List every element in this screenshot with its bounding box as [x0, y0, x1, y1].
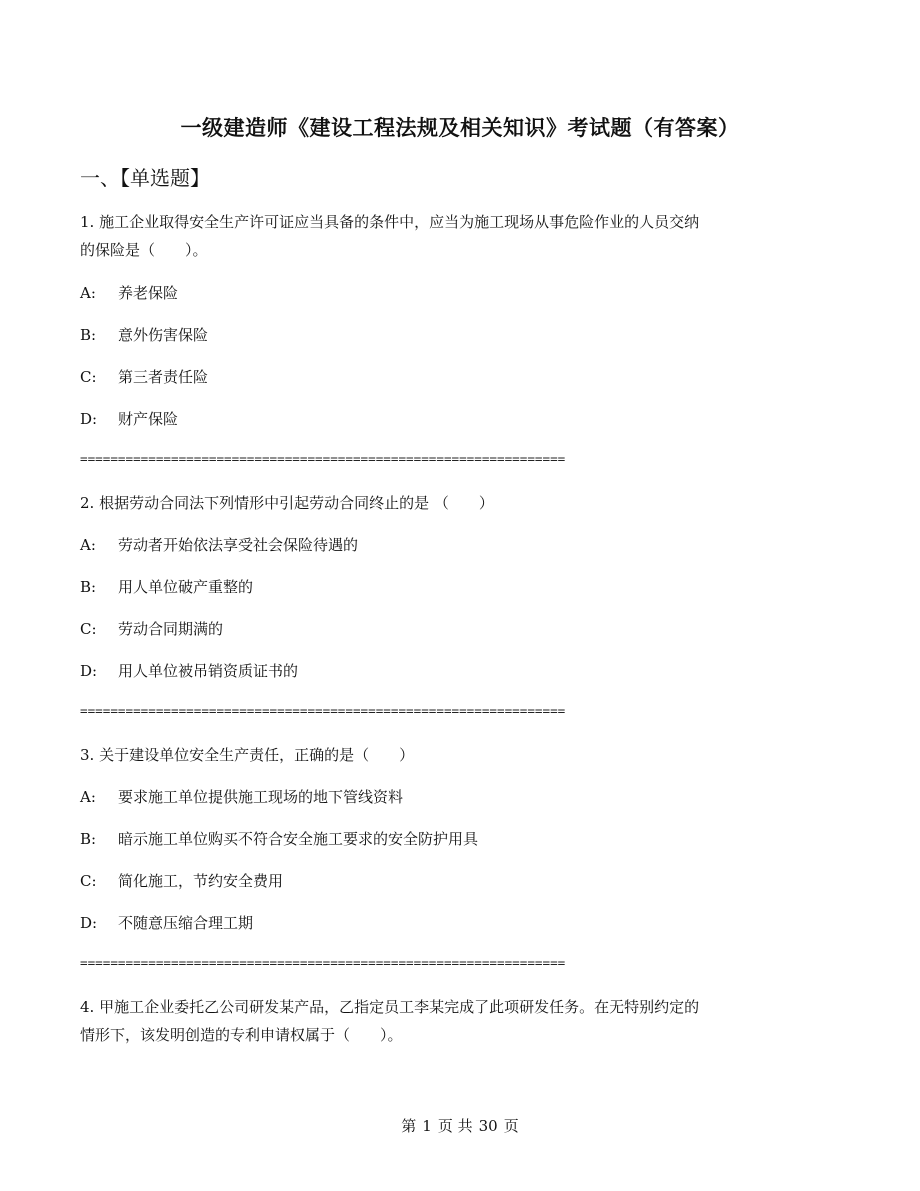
question-1-option-d: [80, 408, 178, 429]
option-text: 意外伤害保险: [118, 326, 209, 344]
question-4-stem-line-1: 4. 甲施工企业委托乙公司研发某产品，乙指定员工李某完成了此项研发任务。在无特别约定的: [80, 998, 700, 1016]
question-2-stem-line-1: 2. 根据劳动合同法下列情形中引起劳动合同终止的是 （ ）: [80, 494, 494, 512]
divider-2: ================================================================: [80, 703, 566, 718]
question-3-option-b: [80, 828, 478, 849]
footer-prefix: 第: [401, 1117, 417, 1135]
divider-1: ================================================================: [80, 451, 566, 466]
footer-middle: 页 共: [437, 1117, 473, 1135]
question-2-option-d: [80, 660, 298, 681]
option-text: 简化施工，节约安全费用: [118, 872, 284, 890]
option-letter: B:: [80, 578, 97, 596]
question-1-stem-line-2: 的保险是（ ）。: [80, 241, 208, 259]
page-footer: [0, 1115, 920, 1136]
option-letter: C:: [80, 620, 97, 638]
option-letter: D:: [80, 662, 98, 680]
option-text: 第三者责任险: [118, 368, 209, 386]
question-2-option-c: [80, 618, 223, 639]
question-3-option-d: [80, 912, 253, 933]
footer-total-pages: 30: [478, 1117, 498, 1135]
option-letter: A:: [80, 284, 96, 302]
option-letter: B:: [80, 326, 97, 344]
option-text: 财产保险: [118, 410, 179, 428]
question-1-stem-line-1: 1. 施工企业取得安全生产许可证应当具备的条件中，应当为施工现场从事危险作业的人员交纳: [80, 213, 700, 231]
footer-suffix: 页: [503, 1117, 519, 1135]
question-3-stem-line-1: 3. 关于建设单位安全生产责任，正确的是（ ）: [80, 746, 415, 764]
question-1-option-b: [80, 324, 208, 345]
option-letter: C:: [80, 368, 97, 386]
option-text: 暗示施工单位购买不符合安全施工要求的安全防护用具: [118, 830, 479, 848]
question-3-option-a: [80, 786, 403, 807]
option-letter: D:: [80, 410, 98, 428]
option-text: 用人单位被吊销资质证书的: [118, 662, 299, 680]
option-text: 用人单位破产重整的: [118, 578, 254, 596]
option-text: 养老保险: [118, 284, 179, 302]
option-letter: A:: [80, 788, 96, 806]
document-title: 一级建造师《建设工程法规及相关知识》考试题（有答案）: [180, 115, 740, 140]
footer-page-number: 1: [422, 1117, 432, 1135]
option-letter: C:: [80, 872, 97, 890]
option-letter: B:: [80, 830, 97, 848]
question-1-option-c: [80, 366, 208, 387]
option-letter: A:: [80, 536, 96, 554]
question-1-option-a: [80, 282, 178, 303]
option-letter: D:: [80, 914, 98, 932]
option-text: 劳动合同期满的: [118, 620, 224, 638]
question-2-option-a: [80, 534, 358, 555]
section-heading: 一、【单选题】: [80, 166, 210, 190]
option-text: 要求施工单位提供施工现场的地下管线资料: [118, 788, 404, 806]
divider-3: ================================================================: [80, 955, 566, 970]
question-4-stem-line-2: 情形下，该发明创造的专利申请权属于（ ）。: [80, 1026, 403, 1044]
option-text: 不随意压缩合理工期: [118, 914, 254, 932]
option-text: 劳动者开始依法享受社会保险待遇的: [118, 536, 359, 554]
question-2-option-b: [80, 576, 253, 597]
question-3-option-c: [80, 870, 283, 891]
